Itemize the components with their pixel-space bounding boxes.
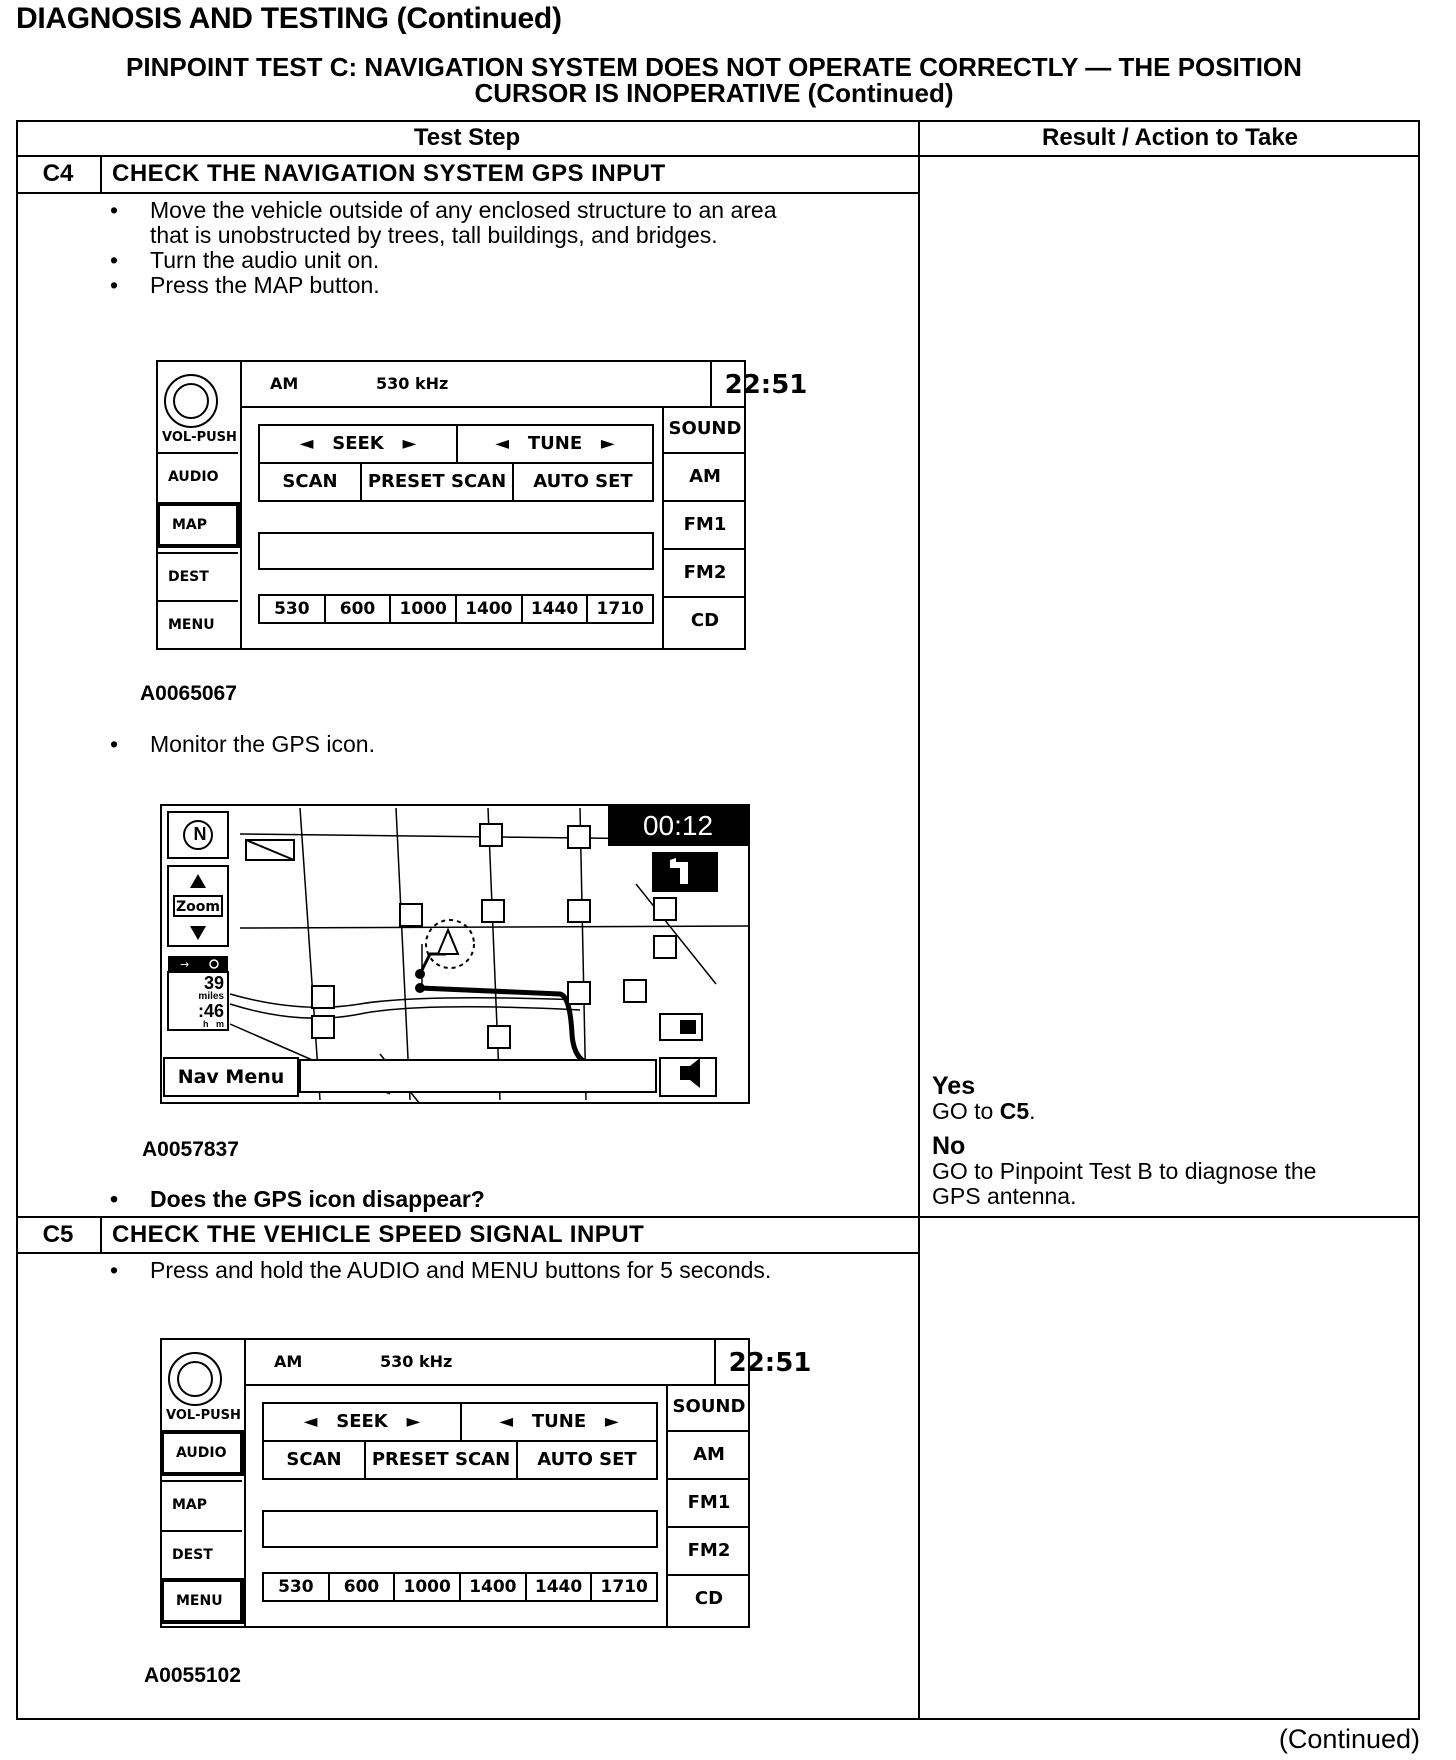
nav-clock: 00:12 — [642, 810, 714, 841]
c5-title-rule — [16, 1252, 920, 1254]
c4-bullet-4: • Monitor the GPS icon. — [110, 732, 870, 757]
distance-value: 39 — [203, 973, 224, 993]
c5-num-divider — [100, 1216, 102, 1254]
scan-button[interactable]: SCAN — [258, 462, 362, 502]
fm1-button[interactable]: FM1 — [664, 502, 746, 550]
c5-bullet-1: • Press and hold the AUDIO and MENU buttons for 5 seconds. — [110, 1258, 870, 1283]
column-divider — [918, 120, 920, 1720]
c4-result-yes — [932, 1074, 1412, 1124]
page-heading: DIAGNOSIS AND TESTING (Continued) — [16, 2, 562, 35]
fm1-button[interactable]: FM1 — [668, 1480, 750, 1528]
step-number-c5: C5 — [42, 1221, 74, 1248]
right-button-column — [666, 1384, 750, 1626]
figure-id-1: A0065067 — [140, 682, 237, 705]
svg-text:→: → — [180, 958, 190, 971]
no-text-line-1: GO to Pinpoint Test B to diagnose the — [932, 1158, 1317, 1184]
c4-bullet-5: • Does the GPS icon disappear? — [110, 1187, 870, 1212]
yes-period: . — [1029, 1098, 1036, 1124]
sound-button[interactable]: SOUND — [664, 406, 746, 454]
preset-button[interactable]: 1400 — [457, 596, 523, 622]
preset-row — [258, 594, 654, 624]
c4-question: Does the GPS icon disappear? — [150, 1186, 485, 1212]
c4-result-no — [932, 1134, 1412, 1209]
clock: 22:51 — [714, 1340, 824, 1384]
c5-top-rule — [16, 1216, 1420, 1218]
compass-icon[interactable]: N — [193, 824, 207, 844]
c4-bullet-1-line-2: that is unobstructed by trees, tall buildings, and bridges. — [150, 222, 718, 248]
preset-button[interactable]: 1000 — [391, 596, 457, 622]
no-label: No — [932, 1132, 966, 1160]
nav-menu-button[interactable]: Nav Menu — [177, 1066, 285, 1088]
right-button-column — [662, 406, 746, 648]
preset-scan-button[interactable]: PRESET SCAN — [364, 1440, 518, 1480]
zoom-button[interactable]: Zoom — [176, 899, 220, 915]
preset-button[interactable]: 530 — [264, 1574, 330, 1600]
no-text-line-2: GPS antenna. — [932, 1183, 1077, 1209]
menu-button[interactable]: MENU — [160, 1578, 244, 1624]
header-rule — [16, 155, 1420, 157]
preset-button[interactable]: 1710 — [600, 1577, 648, 1597]
tune-control[interactable]: ◄ TUNE ► — [460, 1402, 658, 1442]
radio-panel-map — [156, 360, 808, 650]
clock: 22:51 — [710, 362, 820, 406]
preset-button[interactable]: 530 — [260, 596, 326, 622]
fm2-button[interactable]: FM2 — [668, 1528, 750, 1576]
subtitle-line-2: CURSOR IS INOPERATIVE (Continued) — [474, 78, 954, 108]
step-title-c4: CHECK THE NAVIGATION SYSTEM GPS INPUT — [112, 160, 666, 187]
distance-unit: miles — [198, 991, 224, 1002]
preset-button[interactable]: 1440 — [527, 1574, 593, 1600]
vol-push-label: VOL-PUSH — [162, 430, 237, 445]
band-label: AM — [270, 374, 299, 393]
figure-id-3: A0055102 — [144, 1664, 241, 1687]
nav-map-screen — [160, 804, 750, 1104]
c4-title-rule — [16, 192, 920, 194]
seek-control[interactable]: ◄ SEEK ► — [262, 1402, 462, 1442]
left-button-column — [158, 362, 242, 648]
step-title-c5: CHECK THE VEHICLE SPEED SIGNAL INPUT — [112, 1221, 645, 1248]
frequency-label: 530 kHz — [376, 374, 449, 393]
display-field — [258, 532, 654, 570]
auto-set-button[interactable]: AUTO SET — [512, 462, 654, 502]
yes-target: C5 — [999, 1098, 1030, 1124]
cd-button[interactable]: CD — [690, 610, 720, 631]
preset-button[interactable]: 1000 — [395, 1574, 461, 1600]
fm2-button[interactable]: FM2 — [664, 550, 746, 598]
col-header-result: Result / Action to Take — [1041, 124, 1299, 151]
preset-button[interactable]: 600 — [330, 1574, 396, 1600]
vol-push-label: VOL-PUSH — [166, 1408, 241, 1423]
audio-button[interactable]: AUDIO — [158, 452, 238, 498]
c4-bullet-1: • Move the vehicle outside of any enclosed structure to an area that is unobstructed by trees, tall buildings, and bridges. — [110, 198, 870, 248]
c4-num-divider — [100, 155, 102, 194]
c4-bullet-3-text: Press the MAP button. — [150, 272, 380, 298]
volume-knob-icon[interactable] — [168, 1352, 222, 1406]
pinpoint-test-title — [16, 54, 1412, 106]
figure-id-2: A0057837 — [142, 1138, 239, 1161]
preset-scan-button[interactable]: PRESET SCAN — [360, 462, 514, 502]
status-bar — [240, 362, 808, 408]
preset-button[interactable]: 600 — [326, 596, 392, 622]
dest-button[interactable]: DEST — [158, 552, 238, 598]
auto-set-button[interactable]: AUTO SET — [516, 1440, 658, 1480]
c4-bullet-1-line-1: Move the vehicle outside of any enclosed structure to an area — [150, 197, 777, 223]
step-number-c4: C4 — [42, 160, 74, 187]
preset-button[interactable]: 1400 — [461, 1574, 527, 1600]
yes-label: Yes — [932, 1072, 976, 1100]
tune-label: TUNE — [527, 433, 583, 454]
am-button[interactable]: AM — [664, 454, 746, 502]
band-label: AM — [274, 1352, 303, 1371]
frequency-label: 530 kHz — [380, 1352, 453, 1371]
c5-bullet-1-text: Press and hold the AUDIO and MENU buttons for 5 seconds. — [150, 1257, 772, 1283]
cd-button[interactable]: CD — [694, 1588, 724, 1609]
display-field — [262, 1510, 658, 1548]
tune-control[interactable]: ◄ TUNE ► — [456, 424, 654, 464]
menu-button[interactable]: MENU — [158, 600, 238, 646]
volume-knob-icon[interactable] — [164, 374, 218, 428]
preset-button[interactable]: 1440 — [523, 596, 589, 622]
status-bar — [244, 1340, 812, 1386]
radio-panel-audio-menu — [160, 1338, 812, 1628]
seek-control[interactable]: ◄ SEEK ► — [258, 424, 458, 464]
seek-label: SEEK — [336, 1411, 388, 1432]
map-button[interactable]: MAP — [156, 502, 240, 548]
c4-bullet-2-text: Turn the audio unit on. — [150, 247, 380, 273]
continued-footer: (Continued) — [1278, 1724, 1420, 1754]
col-header-test-step: Test Step — [413, 124, 521, 151]
am-button[interactable]: AM — [668, 1432, 750, 1480]
time-value: :46 — [197, 1001, 224, 1021]
sound-button[interactable]: SOUND — [668, 1384, 750, 1432]
scan-button[interactable]: SCAN — [262, 1440, 366, 1480]
left-button-column — [162, 1340, 246, 1626]
c4-bullet-2: • Turn the audio unit on. — [110, 248, 870, 273]
seek-label: SEEK — [332, 433, 384, 454]
preset-button[interactable]: 1710 — [596, 599, 644, 619]
subtitle-line-1: PINPOINT TEST C: NAVIGATION SYSTEM DOES NOT OPERATE CORRECTLY — THE POSITION — [126, 52, 1302, 82]
dest-button[interactable]: DEST — [162, 1530, 242, 1576]
map-button[interactable]: MAP — [162, 1480, 242, 1526]
tune-label: TUNE — [531, 1411, 587, 1432]
time-units: h m — [202, 1019, 224, 1029]
yes-go-text: GO to — [932, 1098, 1000, 1124]
c4-bullet-3: • Press the MAP button. — [110, 273, 870, 298]
audio-button[interactable]: AUDIO — [160, 1430, 244, 1476]
c4-bullet-4-text: Monitor the GPS icon. — [150, 731, 375, 757]
preset-row — [262, 1572, 658, 1602]
